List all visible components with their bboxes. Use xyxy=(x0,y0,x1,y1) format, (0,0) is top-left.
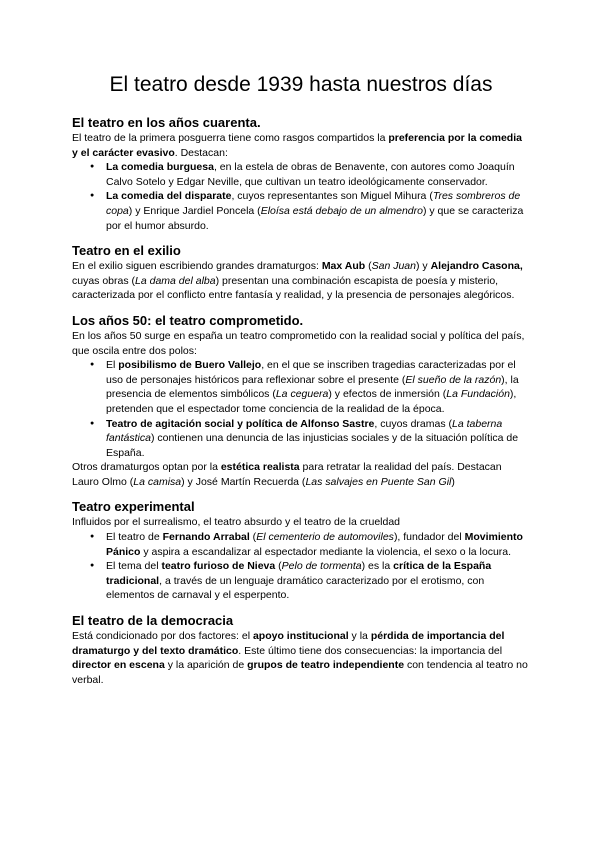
bullet-item xyxy=(106,530,530,559)
text-run: El teatro de la primera posguerra tiene como rasgos compartidos la xyxy=(72,132,389,144)
bold-text: La comedia burguesa xyxy=(106,161,214,174)
text-run: ) xyxy=(451,475,455,488)
italic-title: San Juan xyxy=(371,260,416,273)
text-run: , en la estela de obras de Benavente, con autores como Joaquín Calvo Sotelo y Edgar Neville, que cultivan un teatro ideológicamente conservador. xyxy=(106,161,515,188)
bullet-item xyxy=(106,160,530,189)
italic-title: Tres sombreros de copa xyxy=(106,190,521,217)
text-run: El teatro de xyxy=(106,531,163,544)
section-4 xyxy=(72,498,530,603)
bullet-item xyxy=(106,559,530,603)
italic-title: La dama del alba xyxy=(135,274,216,287)
text-run: ( xyxy=(365,260,372,273)
bold-text: Max Aub xyxy=(321,260,366,273)
section-2 xyxy=(72,242,530,303)
bold-text: posibilismo de Buero Vallejo xyxy=(118,359,262,372)
bold-text: Teatro de agitación social y política de Alfonso Sastre xyxy=(106,417,375,430)
text-run: ) y efectos de inmersión ( xyxy=(328,388,447,401)
text-run: El xyxy=(106,359,119,372)
italic-title: El cementerio de automoviles xyxy=(256,531,394,544)
text-run: para retratar la realidad del país. Destacan Lauro Olmo ( xyxy=(72,461,502,488)
bullet-list xyxy=(72,530,530,603)
section-paragraph xyxy=(72,131,530,160)
section-heading: El teatro en los años cuarenta. xyxy=(72,115,261,130)
bold-text: preferencia por la comedia y el carácter evasivo xyxy=(72,132,522,159)
text-run: , en el que se inscriben tragedias caracterizadas por el uso de personajes históricos para reflexionar sobre el presente ( xyxy=(106,359,516,386)
text-run: ) contienen una denuncia de las injusticias sociales y de la situación política de España. xyxy=(106,432,519,459)
text-run: cuyas obras ( xyxy=(72,274,136,287)
bold-text: grupos de teatro independiente xyxy=(247,659,405,672)
document-body xyxy=(72,114,530,687)
section-paragraph xyxy=(72,515,530,530)
italic-title: Las salvajes en Puente San Gil xyxy=(305,475,452,488)
italic-title: La camisa xyxy=(133,475,182,488)
bullet-list xyxy=(72,160,530,233)
italic-title: El sueño de la razón xyxy=(405,373,502,386)
bold-text: La comedia del disparate xyxy=(106,190,232,203)
text-run: con tendencia al teatro no verbal. xyxy=(72,659,528,686)
text-run: y la xyxy=(348,630,371,643)
bold-text: teatro furioso de Nieva xyxy=(161,560,276,573)
section-5 xyxy=(72,612,530,687)
section-paragraph xyxy=(72,259,530,303)
bold-text: pérdida de importancia del dramaturgo y del texto dramático xyxy=(72,630,505,657)
text-run: ), fundador del xyxy=(393,531,465,544)
bullet-list xyxy=(72,358,530,460)
bold-text: Alejandro Casona, xyxy=(430,260,523,273)
text-run: En el exilio siguen escribiendo grandes dramaturgos: xyxy=(72,260,322,273)
document-title: El teatro desde 1939 hasta nuestros días xyxy=(109,73,493,96)
text-run: En los años 50 surge en españa un teatro comprometido con la realidad social y política del país, que oscila entre dos polos: xyxy=(72,329,525,357)
text-run: ), la presencia de elementos simbólicos ( xyxy=(106,373,519,401)
section-heading: Teatro en el exilio xyxy=(72,243,181,259)
text-run: ) es la xyxy=(361,560,394,573)
section-heading: Teatro experimental xyxy=(72,499,195,515)
section-1 xyxy=(72,114,530,233)
section-3 xyxy=(72,312,530,490)
text-run: y aspira a escandalizar al espectador mediante la violencia, el sexo o la locura. xyxy=(140,545,512,558)
text-run: ) y Enrique Jardiel Poncela ( xyxy=(128,204,261,217)
text-run: , cuyos dramas ( xyxy=(374,417,453,430)
bullet-item xyxy=(106,189,530,233)
text-run: El tema del xyxy=(106,560,162,573)
bold-text: apoyo institucional xyxy=(252,630,349,643)
text-run: ( xyxy=(275,560,282,573)
italic-title: La Fundación xyxy=(446,388,510,401)
italic-title: Eloísa está debajo de un almendro xyxy=(260,204,423,217)
bold-text: Fernando Arrabal xyxy=(162,531,250,544)
text-run: ( xyxy=(249,531,257,544)
section-heading: Los años 50: el teatro comprometido. xyxy=(72,312,304,328)
text-run: . Destacan: xyxy=(174,146,228,159)
text-run: ) y xyxy=(415,260,431,273)
bold-text: Movimiento Pánico xyxy=(106,531,523,558)
italic-title: La taberna fantástica xyxy=(106,417,503,445)
text-run: y la aparición de xyxy=(164,659,248,672)
bullet-item xyxy=(106,358,530,416)
section-paragraph xyxy=(72,629,530,687)
text-run: . Este último tiene dos consecuencias: la importancia del xyxy=(238,644,503,657)
text-run: ) y que se caracteriza por el humor absurdo. xyxy=(106,204,524,232)
section-heading: El teatro de la democracia xyxy=(72,613,234,629)
italic-title: Pelo de tormenta xyxy=(281,560,362,573)
text-run: ) presentan una combinación escapista de poesía y misterio, caracterizada por el conflicto entre fantasía y realidad, y la presencia de personajes alegóricos. xyxy=(72,274,515,302)
bold-text: director en escena xyxy=(72,659,165,672)
text-run: Está condicionado por dos factores: el xyxy=(72,630,253,643)
text-run: ), pretenden que el espectador tome conciencia de la realidad de la época. xyxy=(106,388,517,415)
section-paragraph xyxy=(72,329,530,358)
text-run: , a través de un lenguaje dramático caracterizado por el erotismo, con elementos de carnaval y el esperpento. xyxy=(106,574,485,602)
bullet-item xyxy=(106,417,530,461)
text-run: ) y José Martín Recuerda ( xyxy=(181,475,306,488)
text-run: , cuyos representantes son Miguel Mihura ( xyxy=(231,190,433,203)
section-paragraph xyxy=(72,460,530,489)
text-run: Influidos por el surrealismo, el teatro absurdo y el teatro de la crueldad xyxy=(72,516,401,529)
bold-text: estética realista xyxy=(220,461,300,474)
text-run: Otros dramaturgos optan por la xyxy=(72,461,221,474)
italic-title: La ceguera xyxy=(275,388,329,401)
bold-text: crítica de la España tradicional xyxy=(106,560,492,587)
